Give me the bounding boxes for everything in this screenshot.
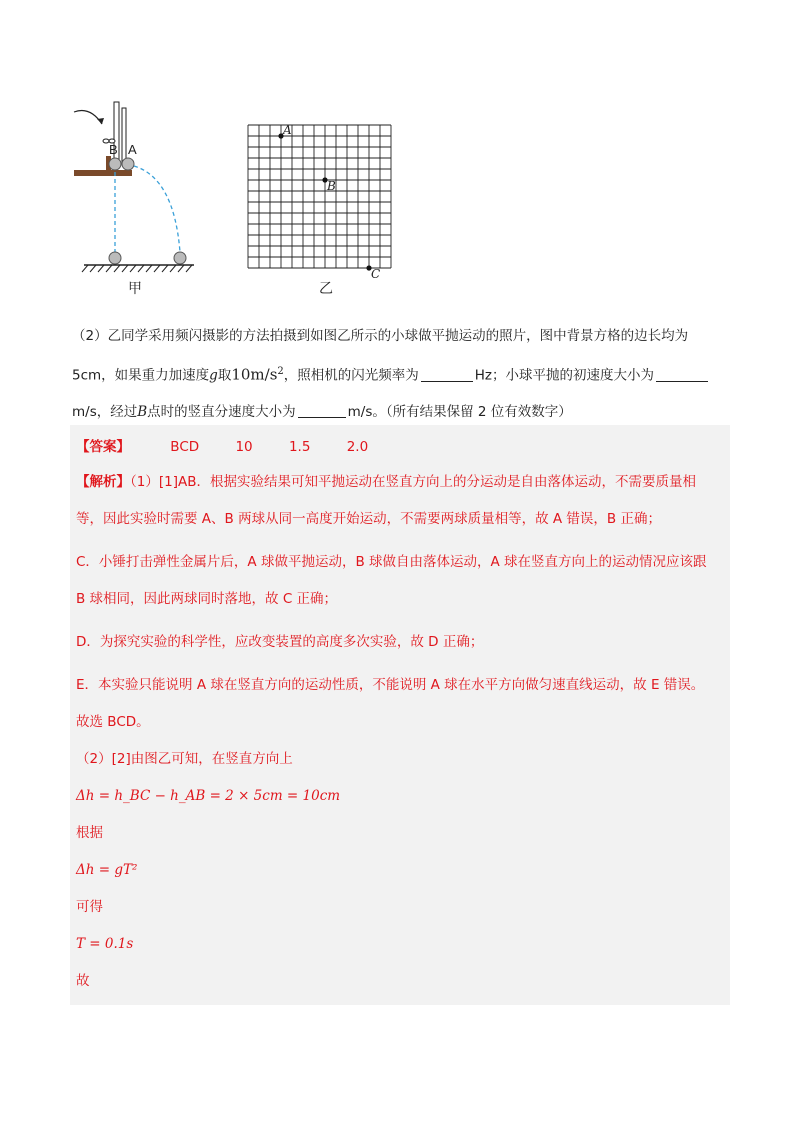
ball-a-label: A (128, 142, 137, 157)
analysis-line-2: 等，因此实验时需要 A、B 两球从同一高度开始运动，不需要两球质量相等，故 A 错误，B 正确； (76, 511, 661, 527)
grid-point-label-b: B (327, 179, 336, 193)
analysis-line-9: 根据 (76, 825, 103, 841)
blank-initial-velocity[interactable] (656, 365, 708, 382)
analysis-line-4: B 球相同，因此两球同时落地，故 C 正确； (76, 591, 338, 607)
answer-line: 【答案】 BCD 10 1.5 2.0 (76, 439, 369, 455)
question-line-1: （2）乙同学采用频闪摄影的方法拍摄到如图乙所示的小球做平抛运动的照片，图中背景方格的边长均为 (72, 328, 689, 344)
question-line-3: m/s，经过B点时的竖直分速度大小为 m/s。（所有结果保留 2 位有效数字） (72, 394, 732, 430)
figure-yi-caption: 乙 (319, 281, 333, 297)
question-line-2: 5cm，如果重力加速度g取$10m/s^2$，照相机的闪光频率为 Hz；小球平抛的初速度大小为 (72, 354, 732, 394)
figures (70, 100, 490, 300)
analysis-line-11: 故 (76, 973, 90, 989)
analysis-line-7: 故选 BCD。 (76, 714, 150, 730)
analysis-line-3: C．小锤打击弹性金属片后，A 球做平抛运动，B 球做自由落体运动，A 球在竖直方向上的运动情况应该跟 (76, 554, 707, 570)
figure-yi-grid (245, 122, 405, 282)
analysis-text (76, 467, 724, 997)
question-text (72, 318, 732, 430)
analysis-line-8: （2）[2]由图乙可知，在竖直方向上 (76, 751, 293, 767)
answer-value-2: 10 (235, 439, 253, 455)
analysis-line-1: 【解析】（1）[1]AB．根据实验结果可知平抛运动在竖直方向上的分运动是自由落体运动，不需要质量相 (76, 474, 696, 490)
answer-box (70, 425, 730, 1005)
blank-frequency[interactable] (421, 365, 473, 382)
analysis-line-10: 可得 (76, 899, 103, 915)
grid-point-label-c: C (371, 267, 381, 281)
answer-value-4: 2.0 (346, 439, 369, 455)
analysis-line-5: D．为探究实验的科学性，应改变装置的高度多次实验，故 D 正确； (76, 634, 484, 650)
figure-jia (70, 100, 210, 300)
equation-3: T = 0.1s (76, 936, 134, 952)
answer-value-3: 1.5 (288, 439, 311, 455)
answer-value-1: BCD (170, 439, 200, 455)
ball-b-label: B (109, 142, 118, 157)
figure-jia-caption: 甲 (128, 281, 142, 297)
blank-vertical-velocity[interactable] (298, 401, 346, 418)
analysis-line-6: E．本实验只能说明 A 球在竖直方向的运动性质，不能说明 A 球在水平方向做匀速直线运动，故 E 错误。 (76, 677, 705, 693)
equation-2: Δh = gT² (76, 862, 138, 878)
grid-point-label-a: A (283, 123, 292, 137)
equation-1: Δh = h_BC − h_AB = 2 × 5cm = 10cm (76, 788, 341, 804)
